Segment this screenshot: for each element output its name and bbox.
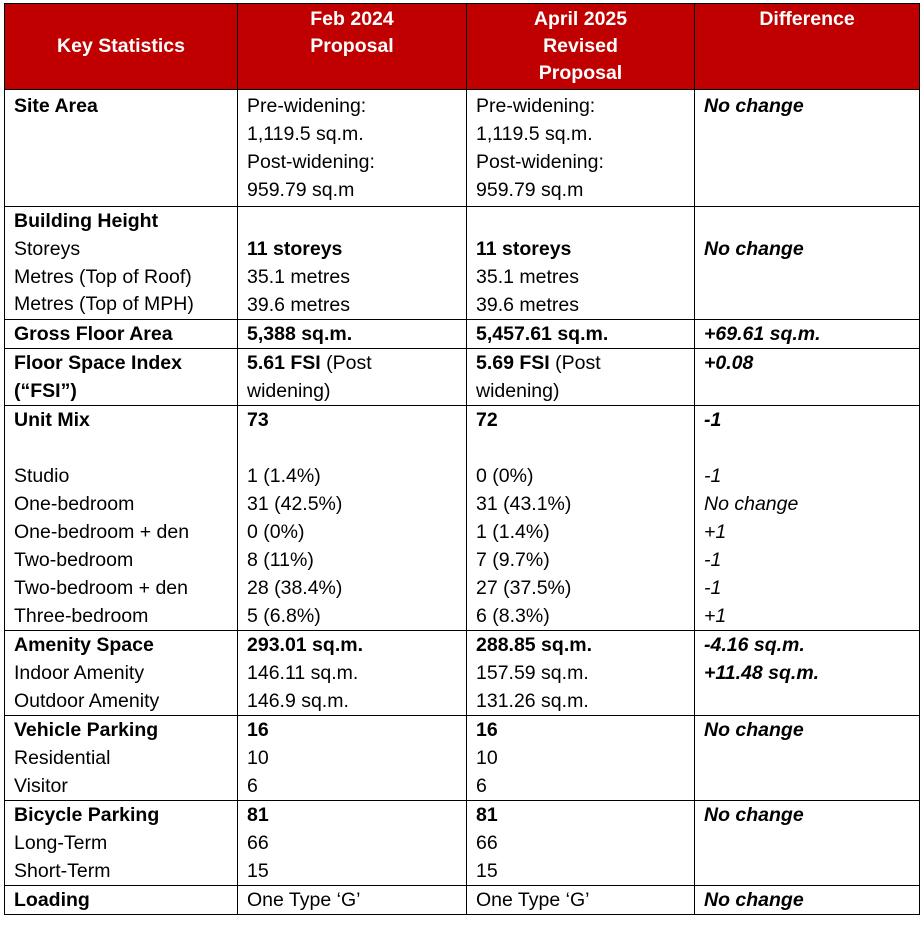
loading-difference: No change <box>695 886 920 915</box>
site-area-feb2024: Pre-widening: 1,119.5 sq.m. Post-widening: 959.79 sq.m <box>238 90 467 207</box>
unit-mix-difference: -1 -1 No change +1 -1 -1 +1 <box>695 406 920 631</box>
building-height-april2025: 11 storeys 35.1 metres 39.6 metres <box>467 207 695 320</box>
row-vehicle-parking <box>5 716 920 801</box>
vehicle-feb2024: 16 10 6 <box>238 716 467 801</box>
amenity-difference: -4.16 sq.m. +11.48 sq.m. <box>695 631 920 716</box>
building-height-label: Building Height Storeys Metres (Top of Roof) Metres (Top of MPH) <box>5 207 238 320</box>
header-april-2025-revised-proposal <box>467 4 695 90</box>
fsi-difference: +0.08 <box>695 349 920 406</box>
loading-label: Loading <box>5 886 238 915</box>
header-difference: Difference <box>695 4 920 90</box>
bicycle-label: Bicycle Parking Long-Term Short-Term <box>5 801 238 886</box>
fsi-feb2024: 5.61 FSI (Post widening) <box>238 349 467 406</box>
amenity-april2025: 288.85 sq.m. 157.59 sq.m. 131.26 sq.m. <box>467 631 695 716</box>
amenity-label: Amenity Space Indoor Amenity Outdoor Amenity <box>5 631 238 716</box>
loading-april2025: One Type ‘G’ <box>467 886 695 915</box>
key-statistics-table <box>4 3 920 915</box>
site-area-label: Site Area <box>5 90 238 207</box>
amenity-feb2024: 293.01 sq.m. 146.11 sq.m. 146.9 sq.m. <box>238 631 467 716</box>
loading-feb2024: One Type ‘G’ <box>238 886 467 915</box>
row-bicycle-parking <box>5 801 920 886</box>
row-amenity-space <box>5 631 920 716</box>
header-col3-line: Revised <box>543 35 618 57</box>
unit-mix-april2025: 72 0 (0%) 31 (43.1%) 1 (1.4%) 7 (9.7%) 27 (37.5%) 6 (8.3%) <box>467 406 695 631</box>
header-col3-line: April 2025 <box>533 8 628 30</box>
gfa-label: Gross Floor Area <box>5 320 238 349</box>
header-feb-2024-proposal <box>238 4 467 90</box>
vehicle-april2025: 16 10 6 <box>467 716 695 801</box>
row-building-height <box>5 207 920 320</box>
unit-mix-label: Unit Mix Studio One-bedroom One-bedroom + den Two-bedroom Two-bedroom + den Three-bedroom <box>5 406 238 631</box>
vehicle-difference: No change <box>695 716 920 801</box>
building-height-feb2024: 11 storeys 35.1 metres 39.6 metres <box>238 207 467 320</box>
gfa-feb2024: 5,388 sq.m. <box>238 320 467 349</box>
site-area-april2025: Pre-widening: 1,119.5 sq.m. Post-widening: 959.79 sq.m <box>467 90 695 207</box>
gfa-april2025: 5,457.61 sq.m. <box>467 320 695 349</box>
bicycle-difference: No change <box>695 801 920 886</box>
building-height-difference: No change <box>695 207 920 320</box>
header-col2-line: Proposal <box>310 35 394 57</box>
unit-mix-feb2024: 73 1 (1.4%) 31 (42.5%) 0 (0%) 8 (11%) 28 (38.4%) 5 (6.8%) <box>238 406 467 631</box>
header-col2-line: Feb 2024 <box>310 8 394 30</box>
fsi-april2025: 5.69 FSI (Post widening) <box>467 349 695 406</box>
fsi-label: Floor Space Index (“FSI”) <box>5 349 238 406</box>
table-header-row <box>5 4 920 90</box>
bicycle-april2025: 81 66 15 <box>467 801 695 886</box>
row-loading <box>5 886 920 915</box>
gfa-difference: +69.61 sq.m. <box>695 320 920 349</box>
row-floor-space-index <box>5 349 920 406</box>
header-col3-line: Proposal <box>538 62 623 84</box>
row-unit-mix <box>5 406 920 631</box>
row-site-area <box>5 90 920 207</box>
site-area-difference: No change <box>695 90 920 207</box>
row-gross-floor-area <box>5 320 920 349</box>
bicycle-feb2024: 81 66 15 <box>238 801 467 886</box>
vehicle-label: Vehicle Parking Residential Visitor <box>5 716 238 801</box>
header-key-statistics: Key Statistics <box>5 4 238 90</box>
